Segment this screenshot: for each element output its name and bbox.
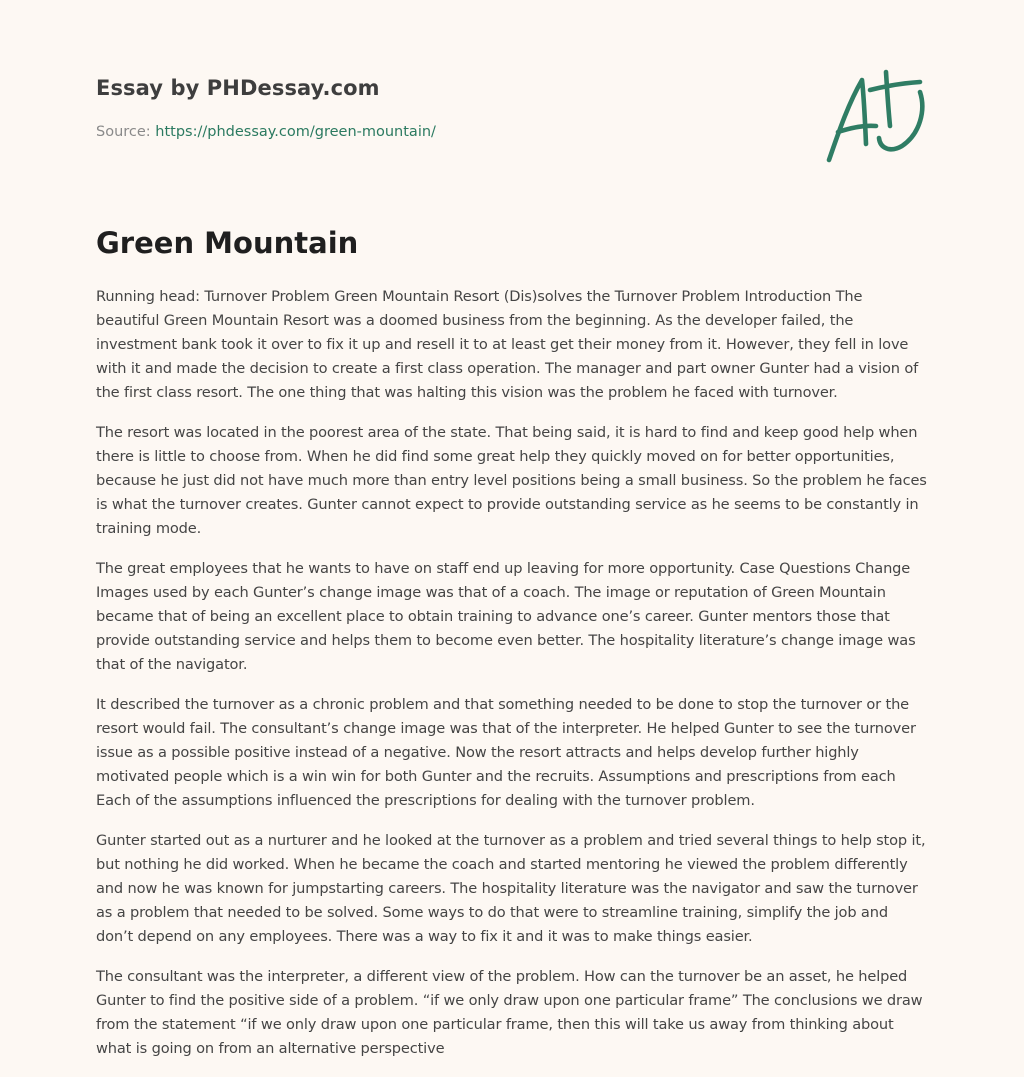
essay-paragraph: It described the turnover as a chronic problem and that something needed to be done to stop the turnover or the resort would fail. The consultant’s change image was that of the interpreter. He helped Gunter to see the turnover issue as a possible positive instead of a negative. Now the resort attracts and helps develop further highly motivated people which is a win win for both Gunter and the recruits. Assumptions and prescriptions from each Each of the assumptions influenced the prescriptions for dealing with the turnover problem. bbox=[96, 696, 916, 809]
essay-paragraph: The resort was located in the poorest area of the state. That being said, it is hard to find and keep good help when there is little to choose from. When he did find some great help they quickly moved on for better opportunities, because he just did not have much more than entry level positions being a small business. So the problem he faces is what the turnover creates. Gunter cannot expect to provide outstanding service as he seems to be constantly in training mode. bbox=[96, 424, 927, 537]
essay-paragraph: The great employees that he wants to have on staff end up leaving for more opportunity. Case Questions Change Images used by each Gunter’s change image was that of a coach. The image or reputation of Green Mountain became that of being an excellent place to obtain training to advance one’s career. Gunter mentors those that provide outstanding service and helps them to become even better. The hospitality literature’s change image was that of the navigator. bbox=[96, 560, 916, 673]
essay-paragraph: Gunter started out as a nurturer and he looked at the turnover as a problem and tried several things to help stop it, but nothing he did worked. When he became the coach and started mentoring he viewed the problem differently and now he was known for jumpstarting careers. The hospitality literature was the navigator and saw the turnover as a problem that needed to be solved. Some ways to do that were to streamline training, simplify the job and don’t depend on any employees. There was a way to fix it and it was to make things easier. bbox=[96, 832, 926, 945]
source-link[interactable]: https://phdessay.com/green-mountain/ bbox=[155, 124, 436, 140]
source-line bbox=[96, 124, 436, 140]
essay-paragraph: Running head: Turnover Problem Green Mountain Resort (Dis)solves the Turnover Problem Introduction The beautiful Green Mountain Resort was a doomed business from the beginning. As the developer failed, the investment bank took it over to fix it up and resell it to at least get their money from it. However, they fell in love with it and made the decision to create a first class operation. The manager and part owner Gunter had a vision of the first class resort. The one thing that was halting this vision was the problem he faced with turnover. bbox=[96, 288, 919, 401]
essay-body bbox=[96, 285, 928, 1077]
a-plus-logo-icon bbox=[824, 68, 928, 166]
source-label: Source: bbox=[96, 124, 151, 140]
essay-title: Green Mountain bbox=[96, 226, 359, 260]
essay-paragraph: The consultant was the interpreter, a different view of the problem. How can the turnover be an asset, he helped Gunter to find the positive side of a problem. “if we only draw upon one particular frame” The conclusions we draw from the statement “if we only draw upon one particular frame, then this will take us away from thinking about what is going on from an alternative perspective bbox=[96, 968, 923, 1057]
site-title: Essay by PHDessay.com bbox=[96, 76, 380, 100]
essay-page bbox=[96, 0, 928, 1057]
page-header bbox=[96, 0, 928, 260]
